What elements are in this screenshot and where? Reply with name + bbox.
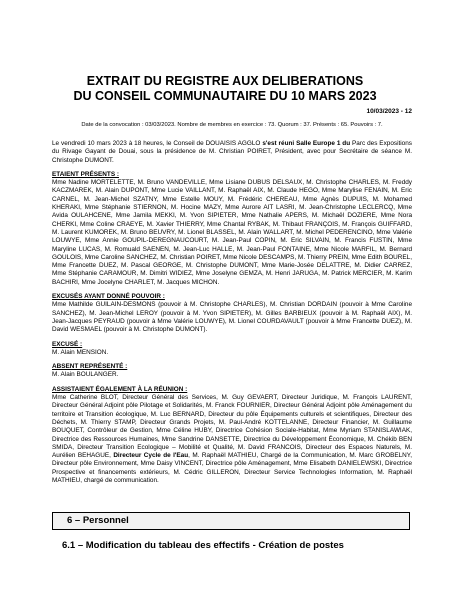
intro-text-1: Le vendredi 10 mars 2023 à 18 heures, le Conseil de DOUAISIS AGGLO [52, 140, 263, 147]
assistaient-heading: ASSISTAIENT ÉGALEMENT À LA RÉUNION : [52, 385, 188, 393]
document-title [0, 74, 450, 104]
absent-section [52, 363, 412, 380]
intro-text-2: Parc des Expositions du Rivage Gayant de Douai, sous la présidence de M. Christian POIRET, Président, avec pour Secrétaire de séance M. Christophe DUMONT. [52, 140, 412, 164]
title-line-2: DU CONSEIL COMMUNAUTAIRE DU 10 MARS 2023 [73, 89, 377, 103]
intro-paragraph [52, 140, 412, 165]
excuses-pouvoir-section [52, 293, 412, 334]
excuse-heading: EXCUSÉ : [52, 340, 83, 348]
absent-heading: ABSENT REPRÉSENTÉ : [52, 363, 128, 371]
excuse-list: M. Alain MENSION. [52, 348, 109, 356]
assistaient-list [52, 394, 412, 485]
assistaient-text-2: , M. Raphaël MATHIEU, Chargé de la Communication, M. Marc GROBELNY, Directeur pôle Environnement, Mme Daisy VINCENT, Directrice pôle Aménagement, Mme Elisabeth DANIELEWSKI, Directrice Prospective et financements extérieurs, M. Cédric GILLERON, Directeur Service Technologies Information, M. Raphaël MATHIEU, chargé de communication. [52, 452, 412, 484]
absent-list: M. Alain BOULANGER. [52, 371, 119, 379]
excuses-pouvoir-heading: EXCUSÉS AYANT DONNÉ POUVOIR : [52, 293, 165, 301]
document-body [52, 140, 412, 485]
excuse-section [52, 341, 412, 358]
presents-list: Mme Nadine MORTELETTE, M. Bruno VANDEVILLE, Mme Lisiane DUBUS DELSAUX, M. Christophe CHARLES, M. Freddy KACZMAREK, M. Alain DUPONT, Mme Lucie VAILLANT, M. Raphaël AIX, M. Claude HEGO, Mme Marylise FENAIN, M. Eric CARNEL, M. Jean-Michel SZATNY, Mme Estelle MOUY, M. Frédéric CHEREAU, Mme Agnès DUPUIS, M. Mohamed KHERAKI, Mme Stéphanie STIERNON, M. Hocine MAZY, Mme Aurore AIT LASRI, M. Jean-Christophe LECLERCQ, Mme Avida OULAHCENE, Mme Jamila MEKKI, M. Yvon SIPIETER, Mme Nathalie APERS, M. Michaël DOZIERE, Mme Nora CHERKI, Mme Coline CRAEYE, M. Xavier THIERRY, Mme Chantal RYBAK, M. Thibaut FRANÇOIS, M. François GUIFFARD, M. Laurent KUMOREK, M. Bruno BEUVRY, M. Lionel BLASSEL, M. Alain WALLART, M. Michel PEDERENCINO, Mme Valérie LOUWYE, Mme Annie GOUPIL-DEREGNAUCOURT, M. Jean-Paul COPIN, M. Eric SILVAIN, M. Francis FUSTIN, Mme Maryline LUCAS, M. Romuald SAENEN, M. Jean-Luc HALLE, M. Jean-Paul FONTAINE, Mme Nicole MARFIL, M. Bernard GOULOIS, Mme Caroline SANCHEZ, M. Christian POIRET, Mme Nicole DESCAMPS, M. Thierry PREIN, Mme Edith BOUREL, Mme Francette DUEZ, M. Pascal GEORGE, M. Christophe DUMONT, Mme Marie-Josée DELATTRE, M. Didier CARREZ, Mme Stéphanie CARAMOUR, M. Dimitri WIDIEZ, Mme Joselyne GEMZA, M. Henri JARUGA, M. Patrick MERCIER, M. Karim BACHIRI, Mme Jocelyne CHARLET, M. Jacques MICHON. [52, 179, 412, 286]
convocation-line: Date de la convocation : 03/03/2023. Nombre de membres en exercice : 73. Quorum : 37. Présents : 65. Pouvoirs : 7. [81, 122, 383, 128]
deliberation-reference: 10/03/2023 - 12 [366, 108, 412, 115]
section-label: 6 – Personnel [67, 515, 129, 526]
assistaient-text-1: Mme Catherine BLOT, Directeur Général des Services, M. Guy GEVAERT, Directeur Juridique, M. François LAURENT, Directeur Général Adjoint pôle Pilotage et Solidarités, M. Franck FOURNIER, Directeur Général Adjoint pôle Aménagement du territoire et Transition écologique, M. Luc BERNARD, Directeur du pôle Équipements culturels et scientifiques, Directeur des Déchets, M. Thierry STAMP, Directeur Grands Projets, M. Paul-André KOTTELANNE, Directeur Financier, M. Guillaume BOUQUET, Contrôleur de Gestion, Mme Céline HUBY, Directrice Cohésion Sociale-Habitat, Mme Myriam STANISLAWIAK, Directrice des Ressources Humaines, Mme Sandrine DANSETTE, Directrice du Développement Économique, M. Chékib BEN SMIDA, Directeur Transition Ecologique – Mobilité et Qualité, M. David FRANCOIS, Directeur des Espaces Naturels, M. Aurélien BEHAGUE, [52, 394, 412, 460]
section-header [52, 512, 410, 530]
excuses-pouvoir-list: Mme Mathilde GUILAIN-DESMONS (pouvoir à M. Christophe CHARLES), M. Christian DORDAIN (pouvoir à Mme Caroline SANCHEZ), M. Jean-Michel LEROY (pouvoir à M. Yvon SIPIETER), M. Gilles BARBIEUX (pouvoir à M. Raphaël AIX), M. Jean-Jacques PEYRAUD (pouvoir à Mme Valérie LOUWYE), M. Lionel COURDAVAULT (pouvoir à Mme Francette DUEZ), M. David WESMAEL (pouvoir à M. Christophe DUMONT). [52, 301, 412, 334]
presents-heading: ETAIENT PRÉSENTS : [52, 170, 119, 178]
assistaient-bold: Directeur Cycle de l'Eau [113, 452, 189, 460]
assistaient-section [52, 386, 412, 486]
subsection-title: 6.1 – Modification du tableau des effectifs - Création de postes [62, 540, 344, 551]
title-line-1: EXTRAIT DU REGISTRE AUX DELIBERATIONS [86, 74, 364, 88]
intro-bold: s'est réuni Salle Europe 1 du [262, 140, 351, 147]
presents-section [52, 171, 412, 287]
